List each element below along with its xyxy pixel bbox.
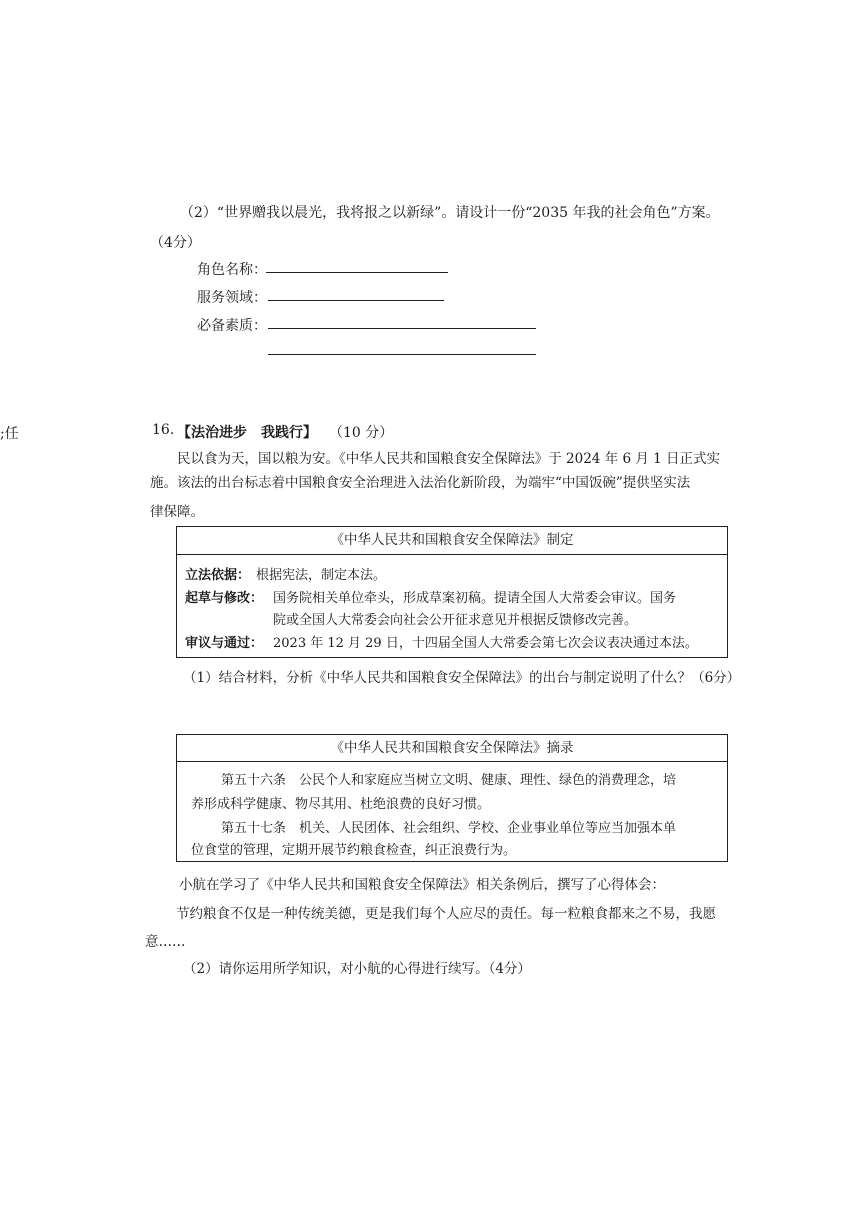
intro-line-3: 律保障。 bbox=[150, 504, 204, 520]
review-text: 2023 年 12 月 29 日，十四届全国人大常委会第七次会议表决通过本法。 bbox=[273, 636, 698, 651]
story-line-2: 节约粮食不仅是一种传统美德，更是我们每个人应尽的责任。每一粒粮食都来之不易，我愿 bbox=[176, 906, 716, 922]
sub-question-2: （2）请你运用所学知识，对小航的心得进行续写。（4分） bbox=[183, 961, 531, 977]
excerpt-box-title: 《中华人民共和国粮食安全保障法》摘录 bbox=[177, 735, 727, 762]
review-label: 审议与通过： bbox=[185, 636, 264, 651]
enactment-box-title: 《中华人民共和国粮食安全保障法》制定 bbox=[177, 527, 727, 555]
field-role-blank[interactable] bbox=[266, 272, 448, 273]
field-quality-blank-1[interactable] bbox=[268, 328, 536, 329]
field-quality-label: 必备素质： bbox=[197, 318, 267, 334]
field-quality-blank-2[interactable] bbox=[268, 354, 536, 355]
sub-question-1: （1）结合材料，分析《中华人民共和国粮食安全保障法》的出台与制定说明了什么？（6分） bbox=[183, 670, 741, 686]
drafting-text-1: 国务院相关单位牵头，形成草案初稿。提请全国人大常委会审议。国务 bbox=[273, 591, 677, 606]
article-57-line-2: 位食堂的管理，定期开展节约粮食检查，纠正浪费行为。 bbox=[191, 843, 517, 858]
q2-points: （4分） bbox=[150, 235, 201, 251]
field-role-label: 角色名称： bbox=[197, 262, 267, 278]
basis-label: 立法依据： bbox=[185, 568, 251, 583]
question-points: （10 分） bbox=[329, 425, 394, 441]
enactment-box bbox=[176, 526, 728, 658]
article-57-line-1: 第五十七条 机关、人民团体、社会组织、学校、企业事业单位等应当加强本单 bbox=[221, 821, 677, 836]
field-area-blank[interactable] bbox=[268, 300, 444, 301]
excerpt-box bbox=[176, 734, 728, 862]
intro-line-1: 民以食为天，国以粮为安。《中华人民共和国粮食安全保障法》于 2024 年 6 月 1 日正式实 bbox=[177, 451, 721, 467]
story-line-1: 小航在学习了《中华人民共和国粮食安全保障法》相关条例后，撰写了心得体会： bbox=[179, 877, 665, 893]
drafting-text-2: 院或全国人大常委会向社会公开征求意见并根据反馈修改完善。 bbox=[273, 613, 638, 628]
drafting-label: 起草与修改： bbox=[185, 591, 264, 606]
question-number: 16. bbox=[152, 422, 175, 438]
q2-prompt: （2）“世界赠我以晨光，我将报之以新绿”。请设计一份“2035 年我的社会角色”方案。 bbox=[180, 205, 720, 221]
basis-text: 根据宪法，制定本法。 bbox=[256, 568, 387, 583]
article-56-line-1: 第五十六条 公民个人和家庭应当树立文明、健康、理性、绿色的消费理念，培 bbox=[221, 773, 677, 788]
margin-fragment: ;任 bbox=[0, 426, 19, 442]
article-56-line-2: 养形成科学健康、物尽其用、杜绝浪费的良好习惯。 bbox=[191, 797, 491, 812]
question-title: 【法治进步 我践行】 bbox=[177, 425, 317, 441]
story-line-3: 意…… bbox=[145, 934, 186, 950]
field-area-label: 服务领域： bbox=[197, 290, 267, 306]
intro-line-2: 施。该法的出台标志着中国粮食安全治理进入法治化新阶段，为端牢“中国饭碗”提供坚实法 bbox=[150, 475, 691, 491]
